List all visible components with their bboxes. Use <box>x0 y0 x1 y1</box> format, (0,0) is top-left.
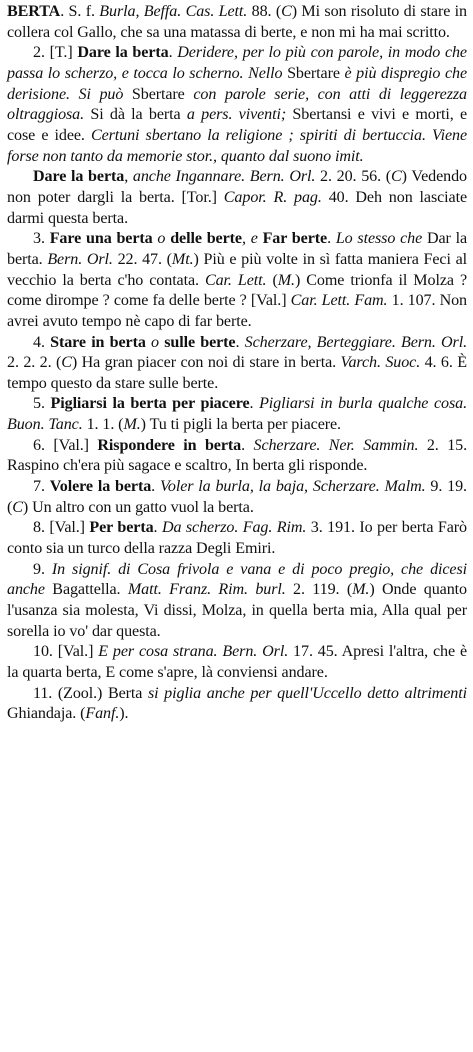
text-run: 3. <box>33 230 50 248</box>
bold-term: BERTA <box>7 3 61 20</box>
italic-text: Car. Lett. Fam. <box>290 292 388 310</box>
text-run: ) Vedendo non poter dargli la berta. [Tor.] <box>7 168 467 206</box>
text-run: 8. [Val.] <box>33 519 90 537</box>
bold-term: sulle berte <box>164 333 236 351</box>
text-run: ) Mi son risoluto di stare in collera col Gallo, che sa una matassa di berte, e non mi ha mai scritto. <box>7 3 467 41</box>
bold-term: Fare una berta <box>49 230 153 248</box>
text-run: . <box>327 230 336 248</box>
text-run: Sbertansi e vivi e morti, e cose e idee. <box>7 106 468 144</box>
bold-term: Volere la berta <box>49 478 152 496</box>
text-run: ( <box>266 271 278 289</box>
italic-text: o <box>145 333 165 351</box>
italic-text: Voler la burla, la baja, Scherzare. Malm. <box>159 478 426 496</box>
text-run: 4. <box>33 333 51 351</box>
text-run: 5. <box>33 395 51 413</box>
text-run: ) Onde quanto l'usanza sia molesta, Vi dissi, Molza, in quella berta mia, Alla qual per sorella io vo' dar questa. <box>7 581 467 640</box>
text-run: 2. 119. ( <box>285 581 353 599</box>
bold-term: Per berta <box>89 519 154 537</box>
italic-text: C <box>61 354 72 372</box>
text-run: Si dà la berta <box>84 106 187 124</box>
text-run: 7. <box>33 478 50 496</box>
italic-text: Burla, Beffa. Cas. Lett. <box>99 3 248 20</box>
sense-3-fare-una-berta <box>7 229 467 332</box>
text-run: 22. 47. ( <box>112 250 172 268</box>
italic-text: Lo stesso che <box>335 230 423 248</box>
text-run: 6. [Val.] <box>33 436 98 454</box>
text-run: 2. 20. 56. ( <box>315 168 392 186</box>
text-run: . <box>153 519 162 537</box>
sense-8-per-berta <box>7 518 467 559</box>
text-run: Ghiandaja. ( <box>7 705 86 723</box>
italic-text: Fanf. <box>85 705 120 723</box>
text-run: ) Ha gran piacer con noi di stare in berta. <box>71 354 341 372</box>
text-run: 3. 191. Io per berta Farò conto sia un turco della razza Degli Emiri. <box>7 519 467 558</box>
italic-text: Bern. Orl. <box>47 250 113 268</box>
italic-text: Deridere, per lo più con parole, in modo che passa lo scherzo, e tocca lo scherno. Nello <box>7 44 467 82</box>
bold-term: Far berte <box>262 230 328 248</box>
bold-term: Dare la berta <box>77 44 169 62</box>
italic-text: C <box>12 498 23 516</box>
italic-text: E per cosa strana. Bern. Orl. <box>98 643 289 661</box>
italic-text: anche Ingannare. Bern. Orl. <box>132 168 316 186</box>
text-run: . <box>151 478 160 496</box>
sense-11-zool-ghiandaja <box>7 684 467 725</box>
text-run: . <box>168 44 178 62</box>
text-run: . <box>249 395 260 413</box>
text-run: 2. 15. Raspino ch'era più sagace e scaltro, In berta gli risponde. <box>7 436 468 475</box>
italic-text: si piglia anche per quell'Uccello detto altrimenti <box>147 684 468 702</box>
text-run: Sbertare <box>123 85 194 103</box>
italic-text: o <box>152 230 171 248</box>
text-run: ) Un altro con un gatto vuol la berta. <box>22 498 254 516</box>
italic-text: , e <box>241 230 263 248</box>
text-run: . S. f. <box>60 3 100 20</box>
text-run: 40. Deh non lasciate darmi questa berta. <box>7 188 467 227</box>
italic-text: Varch. Suoc. <box>340 354 421 372</box>
text-run: 88. ( <box>247 3 282 20</box>
text-run: ) Tu ti pigli la berta per piacere. <box>140 416 341 434</box>
text-run: 1. 1. ( <box>82 416 124 434</box>
sense-dare-la-berta-ingannare <box>7 167 467 229</box>
italic-text: Pigliarsi in burla qualche cosa. Buon. Tanc. <box>7 395 468 434</box>
italic-text: Car. Lett. <box>204 271 267 289</box>
italic-text: con parole serie, con atti di leggerezza oltraggiosa. <box>7 85 467 124</box>
text-run: 2. [T.] <box>33 44 78 62</box>
sense-5-pigliarsi-la-berta <box>7 394 467 435</box>
sense-10-cosa-strana <box>7 642 467 683</box>
bold-term: Rispondere in berta <box>97 436 242 454</box>
bold-term: Pigliarsi la berta per piacere <box>50 395 250 413</box>
text-run: 9. <box>33 560 52 578</box>
italic-text: Scherzare. Ner. Sammin. <box>253 436 419 454</box>
sense-7-volere-la-berta <box>7 477 467 518</box>
italic-text: è più dispregio che derisione. Si può <box>7 64 467 103</box>
text-run: 1. 107. Non avrei avuto tempo nè capo di far berte. <box>7 292 467 330</box>
sense-9-cosa-frivola <box>7 560 467 643</box>
text-run: 11. (Zool.) Berta <box>33 684 148 702</box>
italic-text: In signif. di Cosa frivola e vana e di poco pregio, che dicesi anche <box>7 560 468 599</box>
italic-text: M. <box>352 581 370 599</box>
entry-headword-berta <box>7 2 467 43</box>
text-run: ) Più e più volte in sì fatta maniera Feci al vecchio la berta c'ho contata. <box>7 250 467 289</box>
italic-text: a pers. viventi; <box>186 106 287 124</box>
text-run: , <box>124 168 133 186</box>
text-run: 10. [Val.] <box>33 643 99 661</box>
italic-text: Matt. Franz. Rim. burl. <box>127 581 286 599</box>
text-run: . <box>235 333 245 351</box>
sense-4-stare-in-berta <box>7 333 467 395</box>
bold-term: Stare in berta <box>50 333 146 351</box>
text-run: 9. 19. ( <box>7 478 467 516</box>
text-run: Sbertare <box>282 64 345 82</box>
italic-text: Scherzare, Berteggiare. Bern. Orl. <box>244 333 467 351</box>
sense-2-dare-la-berta <box>7 43 467 167</box>
italic-text: Mt. <box>171 250 194 268</box>
italic-text: Capor. R. pag. <box>223 188 322 206</box>
italic-text: M. <box>123 416 141 434</box>
italic-text: C <box>391 168 402 186</box>
sense-6-rispondere-in-berta <box>7 436 467 477</box>
text-run: ). <box>119 705 129 723</box>
italic-text: Da scherzo. Fag. Rim. <box>161 519 307 537</box>
text-run: 4. 6. È tempo questo da stare sulle berte. <box>7 354 467 392</box>
italic-text: Certuni sbertano la religione ; spiriti di bertuccia. Viene forse non tanto da memorie stor., quanto dal suono imit. <box>7 126 467 165</box>
text-run: Bagattella. <box>44 581 128 599</box>
text-run: 17. 45. Apresi l'altra, che è la quarta berta, E come s'apre, là conviensi andare. <box>7 643 467 681</box>
text-run: ) Come trionfa il Molza ? come dirompe ? come fa delle berte ? [Val.] <box>7 271 467 310</box>
text-run: Dar la berta. <box>7 230 468 268</box>
italic-text: M. <box>277 271 295 289</box>
text-run: 2. 2. 2. ( <box>7 354 62 372</box>
italic-text: C <box>281 3 292 20</box>
text-run: . <box>241 436 254 454</box>
bold-term: Dare la berta <box>33 168 125 186</box>
bold-term: delle berte <box>170 230 242 248</box>
